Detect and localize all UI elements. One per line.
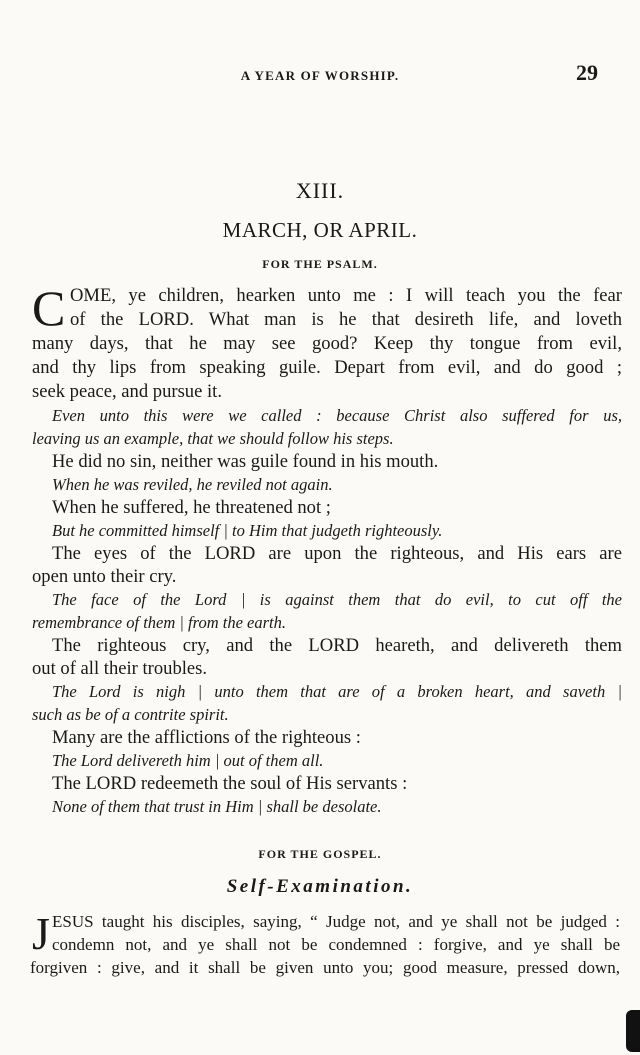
- section-title: MARCH, OR APRIL.: [222, 218, 418, 242]
- psalm-line: The righteous cry, and the LORD heareth, and delivereth them: [52, 635, 622, 656]
- psalm-line: The eyes of the LORD are upon the righteous, and His ears are: [52, 543, 622, 564]
- psalm-line: Many are the afflictions of the righteous :: [52, 727, 361, 748]
- running-head: A YEAR OF WORSHIP.: [240, 68, 400, 83]
- psalm-line: But he committed himself | to Him that judgeth righteously.: [52, 521, 443, 540]
- psalm-line: many days, that he may see good? Keep thy tongue from evil,: [32, 333, 622, 354]
- psalm-line: When he suffered, he threatened not ;: [52, 497, 331, 518]
- gospel-text: [30, 910, 620, 990]
- gospel-label: FOR THE GOSPEL.: [258, 847, 382, 861]
- psalm-line: such as be of a contrite spirit.: [32, 705, 229, 724]
- gospel-line: ESUS taught his disciples, saying, “ Judge not, and ye shall not be judged :: [52, 912, 620, 931]
- psalm-line: open unto their cry.: [32, 566, 177, 587]
- page-number: 29: [576, 60, 598, 85]
- psalm-line: When he was reviled, he reviled not again.: [52, 475, 333, 494]
- section-number: XIII.: [295, 178, 345, 203]
- psalm-line: out of all their troubles.: [32, 658, 208, 679]
- psalm-line: The face of the Lord | is against them that do evil, to cut off the: [52, 590, 622, 609]
- psalm-line: leaving us an example, that we should follow his steps.: [32, 429, 394, 448]
- gospel-line: condemn not, and ye shall not be condemned : forgive, and ye shall be: [52, 935, 620, 954]
- psalm-drop-cap: C: [32, 280, 66, 336]
- psalm-line: The Lord delivereth him | out of them all.: [52, 751, 324, 770]
- psalm-line: Even unto this were we called : because Christ also suffered for us,: [52, 406, 622, 425]
- page-edge-mark: [626, 1010, 640, 1052]
- gospel-line: forgiven : give, and it shall be given unto you; good measure, pressed down,: [30, 958, 620, 977]
- psalm-line: OME, ye children, hearken unto me : I will teach you the fear: [70, 285, 622, 306]
- psalm-text: [32, 280, 622, 829]
- psalm-line: He did no sin, neither was guile found in his mouth.: [52, 451, 439, 472]
- psalm-line: remembrance of them | from the earth.: [32, 613, 286, 632]
- gospel-title: Self-Examination.: [226, 876, 414, 897]
- gospel-drop-cap: J: [32, 908, 50, 959]
- psalm-line: of the LORD. What man is he that desireth life, and loveth: [70, 309, 622, 330]
- psalm-line: The Lord is nigh | unto them that are of a broken heart, and saveth |: [52, 682, 622, 701]
- psalm-line: seek peace, and pursue it.: [32, 381, 222, 402]
- psalm-line: The LORD redeemeth the soul of His servants :: [52, 773, 408, 794]
- psalm-label: FOR THE PSALM.: [262, 257, 378, 271]
- psalm-line: None of them that trust in Him | shall be desolate.: [52, 797, 382, 816]
- psalm-line: and thy lips from speaking guile. Depart from evil, and do good ;: [32, 357, 622, 378]
